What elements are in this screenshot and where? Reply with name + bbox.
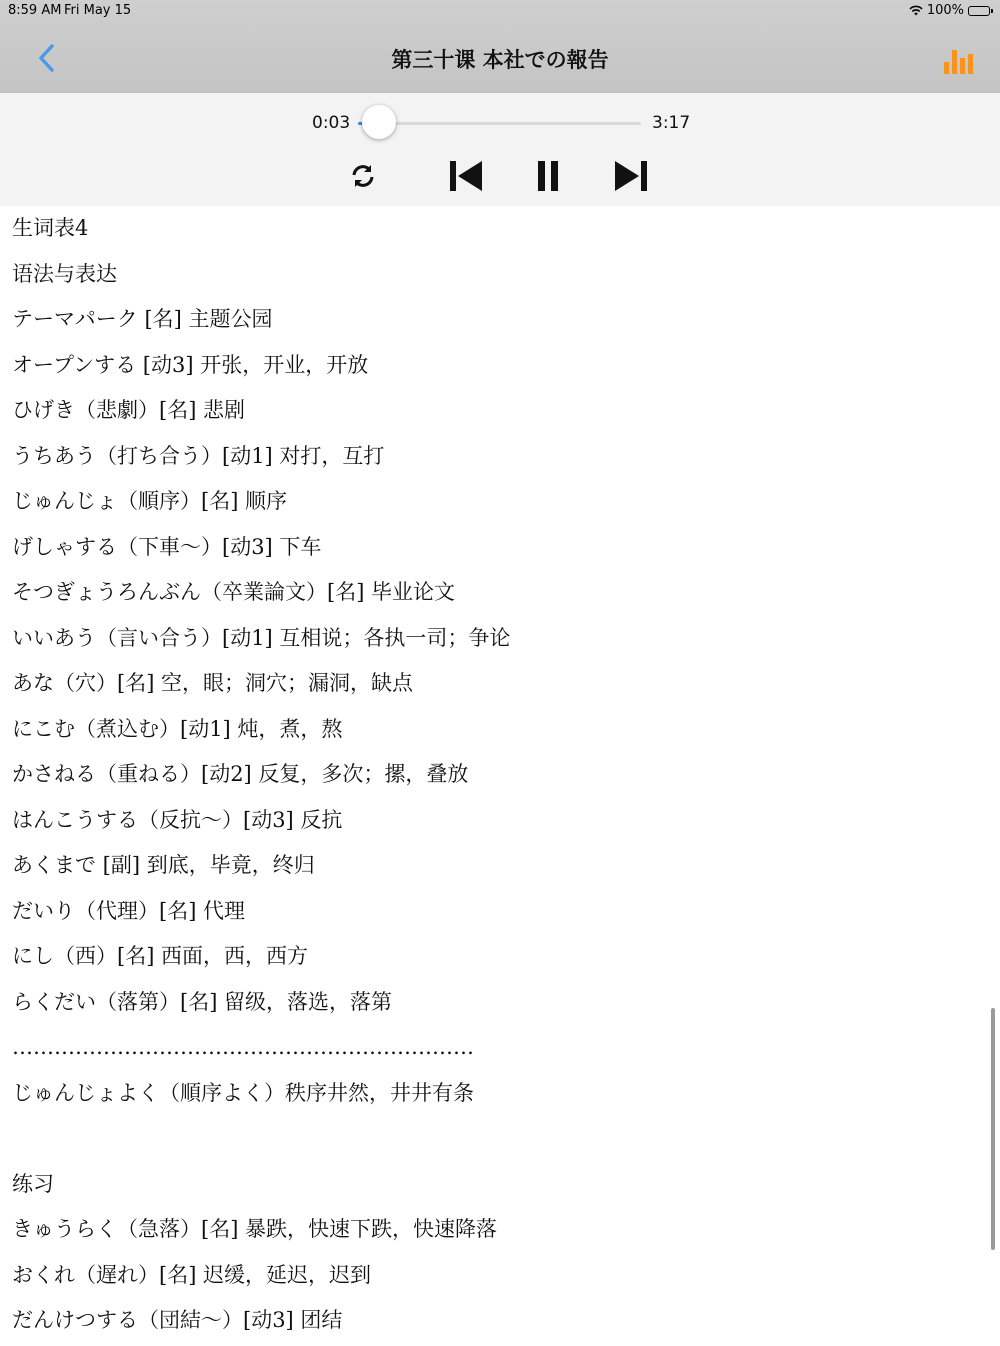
status-date: Fri May 15 [64, 3, 132, 18]
text-line: かさねる（重ねる）[动2] 反复，多次；摞，叠放 [12, 762, 469, 786]
next-icon[interactable] [613, 159, 649, 193]
text-line [12, 1118, 972, 1164]
status-right [909, 3, 990, 18]
total-time: 3:17 [652, 113, 691, 133]
audio-player [0, 93, 1000, 206]
text-line: きゅうらく（急落）[名] 暴跌，快速下跌，快速降落 [12, 1217, 498, 1241]
text-line: あくまで [副] 到底，毕竟，终归 [12, 853, 315, 877]
text-line: じゅんじょ（順序）[名] 顺序 [12, 489, 288, 513]
text-line: にこむ（煮込む）[动1] 炖，煮，熬 [12, 716, 343, 741]
battery-percent: 100% [926, 3, 964, 18]
text-line: ひげき（悲劇）[名] 悲剧 [12, 398, 246, 422]
text-line: うちあう（打ち合う）[动1] 对打，互打 [12, 443, 385, 468]
text-line: にし（西）[名] 西面，西，西方 [12, 944, 309, 968]
current-time: 0:03 [312, 113, 351, 133]
progress-thumb[interactable] [362, 105, 396, 139]
text-line: 语法与表达 [12, 261, 117, 286]
text-line: じゅんじょよく（順序よく）秩序井然，井井有条 [12, 1080, 474, 1105]
text-line: いいあう（言い合う）[动1] 互相说；各执一司；争论 [12, 625, 511, 650]
navigation-bar [0, 0, 1000, 93]
progress-slider[interactable] [358, 122, 641, 125]
text-line: らくだい（落第）[名] 留级，落选，落第 [12, 989, 393, 1014]
battery-icon [968, 6, 990, 16]
text-line: おくれ（遅れ）[名] 迟缓，延迟，迟到 [12, 1262, 372, 1287]
text-line: あな（穴）[名] 空，眼；洞穴；漏洞，缺点 [12, 671, 414, 695]
status-bar [0, 0, 1000, 22]
text-line: だいり（代理）[名] 代理 [12, 898, 246, 923]
bar-chart-icon[interactable] [942, 46, 976, 76]
repeat-icon[interactable] [350, 163, 376, 189]
previous-icon[interactable] [448, 159, 484, 193]
text-line: はんこうする（反抗～）[动3] 反抗 [12, 807, 343, 832]
text-line: 练习 [12, 1171, 54, 1196]
text-line: オープンする [动3] 开张，开业，开放 [12, 352, 369, 377]
wifi-icon [909, 5, 923, 16]
text-line: ………………………………………………………… [12, 1035, 474, 1059]
lesson-text [12, 208, 972, 1346]
page-title: 第三十课 本社での報告 [391, 48, 609, 72]
scrollbar[interactable] [991, 1008, 995, 1250]
status-time: 8:59 AM [8, 3, 62, 18]
text-line: そつぎょうろんぶん（卒業論文）[名] 毕业论文 [12, 580, 456, 604]
text-line: だんけつする（団結～）[动3] 团结 [12, 1308, 343, 1332]
text-line: テーマパーク [名] 主题公园 [12, 307, 273, 331]
text-line: げしゃする（下車～）[动3] 下车 [12, 534, 322, 559]
text-line: 生词表4 [12, 216, 89, 240]
pause-icon[interactable] [536, 159, 560, 193]
